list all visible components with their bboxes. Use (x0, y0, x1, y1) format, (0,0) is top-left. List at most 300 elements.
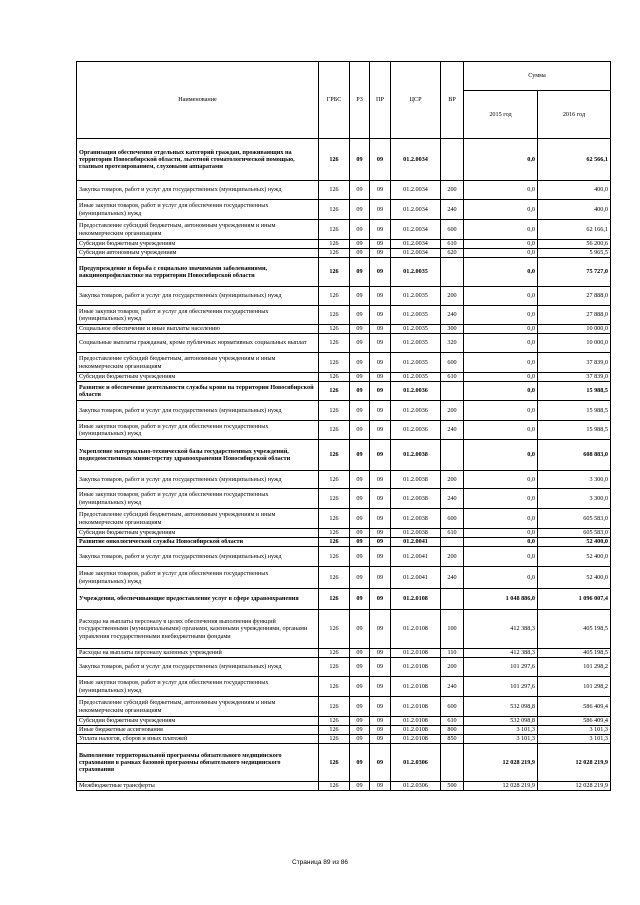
cell-grbs: 126 (319, 440, 350, 471)
cell-pr: 09 (370, 610, 391, 649)
cell-sum-2016: 52 400,0 (538, 567, 611, 589)
cell-pr: 09 (370, 440, 391, 471)
table-row (77, 726, 611, 735)
header-sum: Сумма (464, 62, 611, 91)
cell-pr: 09 (370, 258, 391, 287)
cell-name: Расходы на выплаты персоналу казенных учреждений (77, 649, 319, 658)
cell-csr: 01.2.0108 (391, 610, 441, 649)
cell-sum-2015: 0,0 (464, 258, 538, 287)
cell-name: Субсидии бюджетным учреждениям (77, 529, 319, 538)
cell-vr (441, 258, 464, 287)
cell-sum-2015: 12 028 219,9 (464, 744, 538, 782)
cell-rz: 09 (350, 139, 370, 181)
cell-sum-2016: 101 298,2 (538, 677, 611, 697)
cell-csr: 01.2.0035 (391, 334, 441, 353)
cell-grbs: 126 (319, 649, 350, 658)
cell-sum-2016: 405 198,5 (538, 610, 611, 649)
cell-rz: 09 (350, 382, 370, 401)
cell-pr: 09 (370, 139, 391, 181)
cell-pr: 09 (370, 353, 391, 373)
cell-rz: 09 (350, 258, 370, 287)
table-row (77, 249, 611, 258)
cell-pr: 09 (370, 735, 391, 744)
header-csr: ЦСР (391, 62, 441, 139)
cell-pr: 09 (370, 220, 391, 240)
cell-rz: 09 (350, 744, 370, 782)
cell-grbs: 126 (319, 509, 350, 529)
cell-grbs: 126 (319, 139, 350, 181)
table-row (77, 529, 611, 538)
cell-csr: 01.2.0108 (391, 697, 441, 717)
table-row (77, 649, 611, 658)
cell-rz: 09 (350, 306, 370, 325)
cell-rz: 09 (350, 567, 370, 589)
cell-name: Иные закупки товаров, работ и услуг для обеспечения государственных (муниципальных) нужд (77, 421, 319, 440)
cell-sum-2015: 101 297,6 (464, 677, 538, 697)
header-vr: ВР (441, 62, 464, 139)
cell-rz: 09 (350, 287, 370, 306)
cell-sum-2015: 0,0 (464, 181, 538, 200)
cell-grbs: 126 (319, 529, 350, 538)
cell-sum-2015: 0,0 (464, 421, 538, 440)
cell-pr: 09 (370, 401, 391, 421)
budget-table (76, 61, 611, 791)
cell-csr: 01.2.0034 (391, 249, 441, 258)
cell-vr (441, 382, 464, 401)
cell-vr: 600 (441, 353, 464, 373)
cell-rz: 09 (350, 547, 370, 567)
cell-rz: 09 (350, 782, 370, 791)
cell-pr: 09 (370, 589, 391, 610)
table-row (77, 421, 611, 440)
cell-grbs: 126 (319, 421, 350, 440)
cell-vr: 610 (441, 717, 464, 726)
cell-rz: 09 (350, 589, 370, 610)
cell-name: Развитие и обеспечение деятельности службы крови на территории Новосибирской области (77, 382, 319, 401)
cell-rz: 09 (350, 697, 370, 717)
cell-vr: 200 (441, 471, 464, 489)
cell-sum-2015: 0,0 (464, 325, 538, 334)
cell-name: Закупка товаров, работ и услуг для государственных (муниципальных) нужд (77, 401, 319, 421)
table-row (77, 353, 611, 373)
cell-rz: 09 (350, 353, 370, 373)
cell-rz: 09 (350, 240, 370, 249)
cell-sum-2016: 52 400,0 (538, 547, 611, 567)
cell-pr: 09 (370, 249, 391, 258)
table-row (77, 489, 611, 509)
cell-pr: 09 (370, 697, 391, 717)
cell-rz: 09 (350, 220, 370, 240)
cell-sum-2016: 605 583,0 (538, 509, 611, 529)
cell-sum-2016: 1 096 007,4 (538, 589, 611, 610)
cell-csr: 01.2.0035 (391, 258, 441, 287)
cell-sum-2015: 0,0 (464, 306, 538, 325)
cell-pr: 09 (370, 538, 391, 547)
cell-name: Закупка товаров, работ и услуг для государственных (муниципальных) нужд (77, 471, 319, 489)
cell-name: Предоставление субсидий бюджетным, автономным учреждениям и иным некоммерческим организациям (77, 509, 319, 529)
header-grbs: ГРБС (319, 62, 350, 139)
cell-rz: 09 (350, 610, 370, 649)
table-row (77, 509, 611, 529)
cell-grbs: 126 (319, 401, 350, 421)
cell-grbs: 126 (319, 200, 350, 220)
cell-grbs: 126 (319, 697, 350, 717)
cell-csr: 01.2.0035 (391, 287, 441, 306)
cell-name: Иные закупки товаров, работ и услуг для обеспечения государственных (муниципальных) нужд (77, 677, 319, 697)
cell-grbs: 126 (319, 744, 350, 782)
header-pr: ПР (370, 62, 391, 139)
cell-sum-2015: 0,0 (464, 440, 538, 471)
cell-csr: 01.2.0306 (391, 782, 441, 791)
cell-sum-2015: 0,0 (464, 353, 538, 373)
cell-grbs: 126 (319, 382, 350, 401)
cell-name: Предоставление субсидий бюджетным, автономным учреждениям и иным некоммерческим организациям (77, 697, 319, 717)
cell-sum-2015: 412 388,3 (464, 610, 538, 649)
cell-sum-2016: 5 965,5 (538, 249, 611, 258)
cell-csr: 01.2.0036 (391, 382, 441, 401)
cell-vr: 300 (441, 325, 464, 334)
cell-rz: 09 (350, 489, 370, 509)
table-row (77, 538, 611, 547)
cell-vr: 200 (441, 401, 464, 421)
cell-sum-2016: 405 198,5 (538, 649, 611, 658)
cell-grbs: 126 (319, 717, 350, 726)
cell-sum-2015: 412 388,3 (464, 649, 538, 658)
cell-sum-2016: 3 300,0 (538, 489, 611, 509)
table-row (77, 567, 611, 589)
cell-sum-2016: 12 028 219,9 (538, 782, 611, 791)
table-row (77, 782, 611, 791)
cell-name: Иные закупки товаров, работ и услуг для обеспечения государственных (муниципальных) нужд (77, 567, 319, 589)
cell-name: Закупка товаров, работ и услуг для государственных (муниципальных) нужд (77, 547, 319, 567)
cell-sum-2015: 0,0 (464, 373, 538, 382)
table-row (77, 547, 611, 567)
cell-sum-2015: 0,0 (464, 509, 538, 529)
cell-rz: 09 (350, 529, 370, 538)
table-row (77, 325, 611, 334)
cell-vr: 240 (441, 677, 464, 697)
cell-sum-2015: 0,0 (464, 220, 538, 240)
cell-name: Межбюджетные трансферты (77, 782, 319, 791)
cell-vr: 240 (441, 567, 464, 589)
cell-vr (441, 139, 464, 181)
cell-grbs: 126 (319, 677, 350, 697)
cell-csr: 01.2.0034 (391, 139, 441, 181)
cell-sum-2016: 15 988,5 (538, 421, 611, 440)
cell-sum-2016: 10 000,0 (538, 334, 611, 353)
cell-pr: 09 (370, 306, 391, 325)
cell-rz: 09 (350, 401, 370, 421)
table-row (77, 471, 611, 489)
cell-csr: 01.2.0036 (391, 421, 441, 440)
cell-csr: 01.2.0036 (391, 401, 441, 421)
cell-sum-2015: 12 028 219,9 (464, 782, 538, 791)
table-row (77, 744, 611, 782)
cell-rz: 09 (350, 421, 370, 440)
cell-vr: 610 (441, 529, 464, 538)
cell-csr: 01.2.0108 (391, 735, 441, 744)
cell-sum-2015: 532 098,8 (464, 697, 538, 717)
cell-pr: 09 (370, 547, 391, 567)
cell-csr: 01.2.0108 (391, 649, 441, 658)
cell-vr: 200 (441, 547, 464, 567)
cell-sum-2015: 0,0 (464, 489, 538, 509)
cell-grbs: 126 (319, 181, 350, 200)
cell-sum-2016: 3 101,3 (538, 726, 611, 735)
cell-pr: 09 (370, 287, 391, 306)
cell-name: Субсидии бюджетным учреждениям (77, 373, 319, 382)
header-year-2016: 2016 год (538, 91, 611, 139)
cell-csr: 01.2.0108 (391, 589, 441, 610)
cell-grbs: 126 (319, 658, 350, 677)
cell-pr: 09 (370, 782, 391, 791)
cell-grbs: 126 (319, 353, 350, 373)
cell-sum-2016: 10 000,0 (538, 325, 611, 334)
cell-sum-2016: 27 888,0 (538, 287, 611, 306)
cell-pr: 09 (370, 658, 391, 677)
cell-rz: 09 (350, 181, 370, 200)
cell-sum-2016: 608 883,0 (538, 440, 611, 471)
cell-sum-2016: 400,0 (538, 200, 611, 220)
page-footer: Страница 89 из 86 (292, 859, 348, 866)
table-row (77, 401, 611, 421)
cell-vr: 110 (441, 649, 464, 658)
cell-name: Социальное обеспечение и иные выплаты населению (77, 325, 319, 334)
cell-vr: 240 (441, 421, 464, 440)
cell-name: Иные закупки товаров, работ и услуг для обеспечения государственных (муниципальных) нужд (77, 489, 319, 509)
table-body (77, 139, 611, 791)
table-row (77, 610, 611, 649)
cell-name: Социальные выплаты гражданам, кроме публичных нормативных социальных выплат (77, 334, 319, 353)
cell-vr (441, 589, 464, 610)
cell-pr: 09 (370, 334, 391, 353)
cell-sum-2016: 15 988,5 (538, 401, 611, 421)
cell-vr: 240 (441, 306, 464, 325)
cell-csr: 01.2.0108 (391, 717, 441, 726)
cell-csr: 01.2.0034 (391, 220, 441, 240)
cell-csr: 01.2.0034 (391, 181, 441, 200)
cell-sum-2015: 0,0 (464, 401, 538, 421)
table-row (77, 258, 611, 287)
cell-pr: 09 (370, 717, 391, 726)
cell-pr: 09 (370, 421, 391, 440)
cell-name: Субсидии бюджетным учреждениям (77, 240, 319, 249)
cell-pr: 09 (370, 509, 391, 529)
cell-rz: 09 (350, 471, 370, 489)
cell-csr: 01.2.0108 (391, 726, 441, 735)
cell-rz: 09 (350, 726, 370, 735)
cell-pr: 09 (370, 529, 391, 538)
cell-sum-2015: 0,0 (464, 139, 538, 181)
cell-grbs: 126 (319, 334, 350, 353)
table-row (77, 220, 611, 240)
table-row (77, 139, 611, 181)
cell-csr: 01.2.0035 (391, 353, 441, 373)
cell-name: Предупреждение и борьба с социально значимыми заболеваниями, вакцинопрофилактике на территории Новосибирской области (77, 258, 319, 287)
cell-rz: 09 (350, 509, 370, 529)
table-row (77, 697, 611, 717)
table-row (77, 440, 611, 471)
cell-rz: 09 (350, 717, 370, 726)
cell-vr: 610 (441, 240, 464, 249)
cell-sum-2015: 0,0 (464, 200, 538, 220)
cell-csr: 01.2.0108 (391, 677, 441, 697)
cell-sum-2015: 0,0 (464, 249, 538, 258)
cell-grbs: 126 (319, 220, 350, 240)
cell-rz: 09 (350, 677, 370, 697)
cell-name: Предоставление субсидий бюджетным, автономным учреждениям и иным некоммерческим организациям (77, 353, 319, 373)
cell-vr: 240 (441, 489, 464, 509)
cell-sum-2016: 586 409,4 (538, 717, 611, 726)
header-name: Наименование (77, 62, 319, 139)
cell-pr: 09 (370, 325, 391, 334)
cell-rz: 09 (350, 249, 370, 258)
cell-sum-2016: 75 727,0 (538, 258, 611, 287)
cell-grbs: 126 (319, 471, 350, 489)
cell-sum-2015: 0,0 (464, 471, 538, 489)
cell-rz: 09 (350, 649, 370, 658)
cell-vr: 600 (441, 220, 464, 240)
cell-grbs: 126 (319, 610, 350, 649)
cell-pr: 09 (370, 471, 391, 489)
cell-name: Субсидии бюджетным учреждениям (77, 717, 319, 726)
cell-pr: 09 (370, 744, 391, 782)
cell-vr: 500 (441, 782, 464, 791)
cell-grbs: 126 (319, 589, 350, 610)
cell-name: Расходы на выплаты персоналу в целях обеспечения выполнения функций государственными (муниципальными) органами, казенными учреждениями, органами управления государственными внебюджетными фондами (77, 610, 319, 649)
cell-rz: 09 (350, 200, 370, 220)
cell-sum-2016: 605 583,0 (538, 529, 611, 538)
cell-csr: 01.2.0034 (391, 200, 441, 220)
cell-pr: 09 (370, 677, 391, 697)
table-row (77, 658, 611, 677)
cell-csr: 01.2.0034 (391, 240, 441, 249)
cell-sum-2015: 0,0 (464, 382, 538, 401)
cell-vr (441, 538, 464, 547)
cell-grbs: 126 (319, 567, 350, 589)
cell-csr: 01.2.0041 (391, 567, 441, 589)
cell-pr: 09 (370, 567, 391, 589)
cell-name: Иные закупки товаров, работ и услуг для обеспечения государственных (муниципальных) нужд (77, 306, 319, 325)
cell-sum-2016: 12 028 219,9 (538, 744, 611, 782)
cell-vr: 240 (441, 200, 464, 220)
cell-sum-2015: 3 101,3 (464, 726, 538, 735)
cell-vr (441, 440, 464, 471)
table-row (77, 287, 611, 306)
cell-sum-2016: 62 566,1 (538, 139, 611, 181)
cell-name: Уплата налогов, сборов и иных платежей (77, 735, 319, 744)
cell-name: Развитие онкологической службы Новосибирской области (77, 538, 319, 547)
table-row (77, 181, 611, 200)
cell-csr: 01.2.0041 (391, 538, 441, 547)
cell-sum-2016: 37 839,0 (538, 373, 611, 382)
cell-pr: 09 (370, 240, 391, 249)
cell-sum-2015: 0,0 (464, 567, 538, 589)
cell-grbs: 126 (319, 240, 350, 249)
cell-sum-2016: 3 101,3 (538, 735, 611, 744)
budget-table-page (76, 61, 610, 791)
cell-pr: 09 (370, 200, 391, 220)
table-row (77, 306, 611, 325)
cell-csr: 01.2.0306 (391, 744, 441, 782)
cell-sum-2015: 0,0 (464, 240, 538, 249)
cell-rz: 09 (350, 373, 370, 382)
table-row (77, 589, 611, 610)
cell-sum-2016: 101 298,2 (538, 658, 611, 677)
cell-grbs: 126 (319, 287, 350, 306)
cell-name: Закупка товаров, работ и услуг для государственных (муниципальных) нужд (77, 658, 319, 677)
cell-sum-2015: 0,0 (464, 538, 538, 547)
cell-vr: 200 (441, 287, 464, 306)
cell-sum-2016: 52 400,0 (538, 538, 611, 547)
cell-name: Иные бюджетные ассигнования (77, 726, 319, 735)
cell-grbs: 126 (319, 489, 350, 509)
cell-grbs: 126 (319, 306, 350, 325)
cell-grbs: 126 (319, 258, 350, 287)
table-row (77, 735, 611, 744)
cell-sum-2015: 0,0 (464, 529, 538, 538)
cell-pr: 09 (370, 382, 391, 401)
cell-vr: 610 (441, 373, 464, 382)
cell-grbs: 126 (319, 735, 350, 744)
cell-csr: 01.2.0035 (391, 373, 441, 382)
cell-csr: 01.2.0038 (391, 509, 441, 529)
cell-sum-2015: 0,0 (464, 547, 538, 567)
cell-sum-2016: 400,0 (538, 181, 611, 200)
table-row (77, 334, 611, 353)
cell-sum-2015: 0,0 (464, 334, 538, 353)
cell-csr: 01.2.0041 (391, 547, 441, 567)
cell-sum-2015: 101 297,6 (464, 658, 538, 677)
cell-vr: 200 (441, 658, 464, 677)
cell-vr: 800 (441, 726, 464, 735)
cell-rz: 09 (350, 658, 370, 677)
cell-grbs: 126 (319, 547, 350, 567)
cell-sum-2015: 0,0 (464, 287, 538, 306)
cell-csr: 01.2.0038 (391, 440, 441, 471)
cell-sum-2015: 1 048 886,0 (464, 589, 538, 610)
cell-pr: 09 (370, 726, 391, 735)
cell-grbs: 126 (319, 782, 350, 791)
cell-rz: 09 (350, 735, 370, 744)
table-row (77, 677, 611, 697)
cell-grbs: 126 (319, 249, 350, 258)
cell-sum-2015: 3 101,3 (464, 735, 538, 744)
cell-csr: 01.2.0035 (391, 325, 441, 334)
cell-name: Предоставление субсидий бюджетным, автономным учреждениям и иным некоммерческим организациям (77, 220, 319, 240)
cell-grbs: 126 (319, 373, 350, 382)
cell-csr: 01.2.0108 (391, 658, 441, 677)
cell-pr: 09 (370, 181, 391, 200)
cell-vr (441, 744, 464, 782)
cell-rz: 09 (350, 325, 370, 334)
cell-rz: 09 (350, 334, 370, 353)
cell-vr: 600 (441, 509, 464, 529)
table-row (77, 717, 611, 726)
cell-sum-2016: 27 888,0 (538, 306, 611, 325)
cell-sum-2015: 532 098,8 (464, 717, 538, 726)
cell-name: Организация обеспечения отдельных категорий граждан, проживающих на территории Новосибирской области, льготной стоматологической помощью, глазным протезированием, слуховыми аппаратами (77, 139, 319, 181)
cell-pr: 09 (370, 649, 391, 658)
cell-name: Закупка товаров, работ и услуг для государственных (муниципальных) нужд (77, 287, 319, 306)
cell-name: Субсидии автономным учреждениям (77, 249, 319, 258)
cell-vr: 320 (441, 334, 464, 353)
cell-sum-2016: 3 300,0 (538, 471, 611, 489)
table-row (77, 200, 611, 220)
header-rz: РЗ (350, 62, 370, 139)
cell-pr: 09 (370, 489, 391, 509)
table-row (77, 240, 611, 249)
